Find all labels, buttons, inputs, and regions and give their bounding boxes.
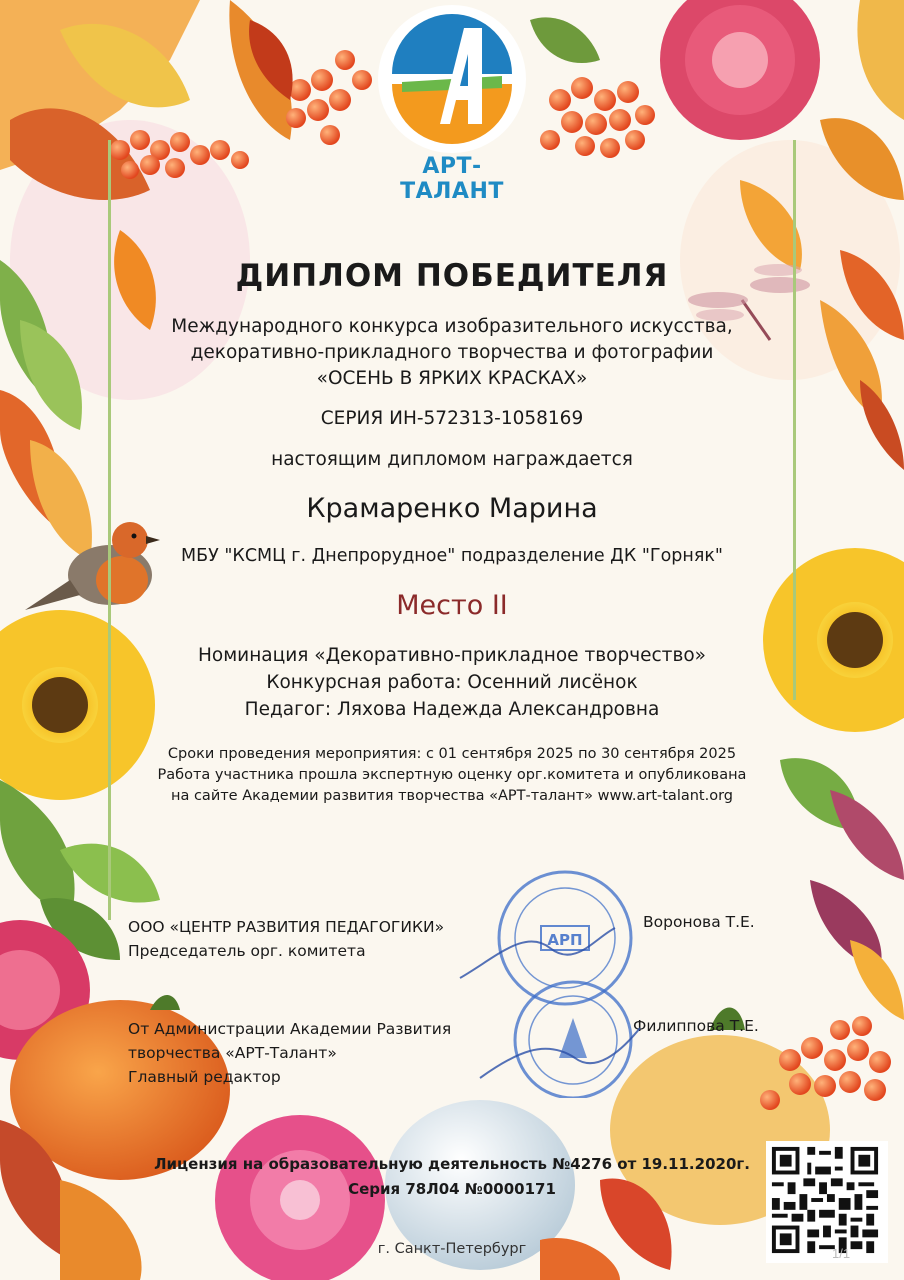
signer2-name: Филиппова Т.Е. (633, 1017, 759, 1035)
contest-line-2: декоративно-прикладного творчества и фотографии (190, 342, 714, 363)
recipient-name: Крамаренко Марина (306, 493, 598, 524)
org2-role: Главный редактор (128, 1068, 281, 1086)
nomination: Номинация «Декоративно-прикладное творчество» (198, 645, 706, 666)
org1-block (128, 915, 444, 963)
official-stamps (455, 868, 655, 1098)
contest-work: Конкурсная работа: Осенний лисёнок (266, 672, 638, 693)
page-indicator: 1/1 (832, 1246, 851, 1261)
recipient-organization: МБУ "КСМЦ г. Днепрорудное" подразделение ДК "Горняк" (181, 546, 723, 566)
contest-name: «ОСЕНЬ В ЯРКИХ КРАСКАХ» (316, 368, 588, 389)
org2-block (128, 1017, 451, 1089)
license-line-2: Серия 78Л04 №0000171 (348, 1180, 556, 1198)
teacher: Педагог: Ляхова Надежда Александровна (244, 699, 660, 720)
contest-line-1: Международного конкурса изобразительного искусства, (171, 316, 733, 337)
publication-note: на сайте Академии развития творчества «АРТ-талант» www.art-talant.org (170, 788, 733, 804)
logo-emblem-icon (372, 4, 532, 154)
stamp1-center-text: АРП (547, 931, 583, 949)
review-note: Работа участника прошла экспертную оценку орг.комитета и опубликована (157, 767, 747, 783)
art-talant-logo (372, 4, 532, 204)
qr-code[interactable] (766, 1141, 888, 1263)
diploma-title: ДИПЛОМ ПОБЕДИТЕЛЯ (235, 258, 669, 294)
place-award: Место II (396, 590, 508, 621)
org2-line1: От Администрации Академии Развития (128, 1020, 452, 1038)
org2-line2: творчества «АРТ-Талант» (128, 1044, 337, 1062)
license-line-1: Лицензия на образовательную деятельность №4276 от 19.11.2020г. (154, 1155, 750, 1173)
awarded-text: настоящим дипломом награждается (271, 449, 633, 470)
series-number: СЕРИЯ ИН-572313-1058169 (320, 408, 584, 429)
signer1-name: Воронова Т.Е. (643, 913, 755, 931)
qr-code-icon (768, 1143, 882, 1257)
org1-role: Председатель орг. комитета (128, 942, 366, 960)
city: г. Санкт-Петербург (377, 1241, 527, 1257)
logo-brand-text: АРТ-ТАЛАНТ (400, 154, 504, 204)
event-dates: Сроки проведения мероприятия: с 01 сентября 2025 по 30 сентября 2025 (167, 746, 737, 762)
org1-name: ООО «ЦЕНТР РАЗВИТИЯ ПЕДАГОГИКИ» (128, 918, 445, 936)
